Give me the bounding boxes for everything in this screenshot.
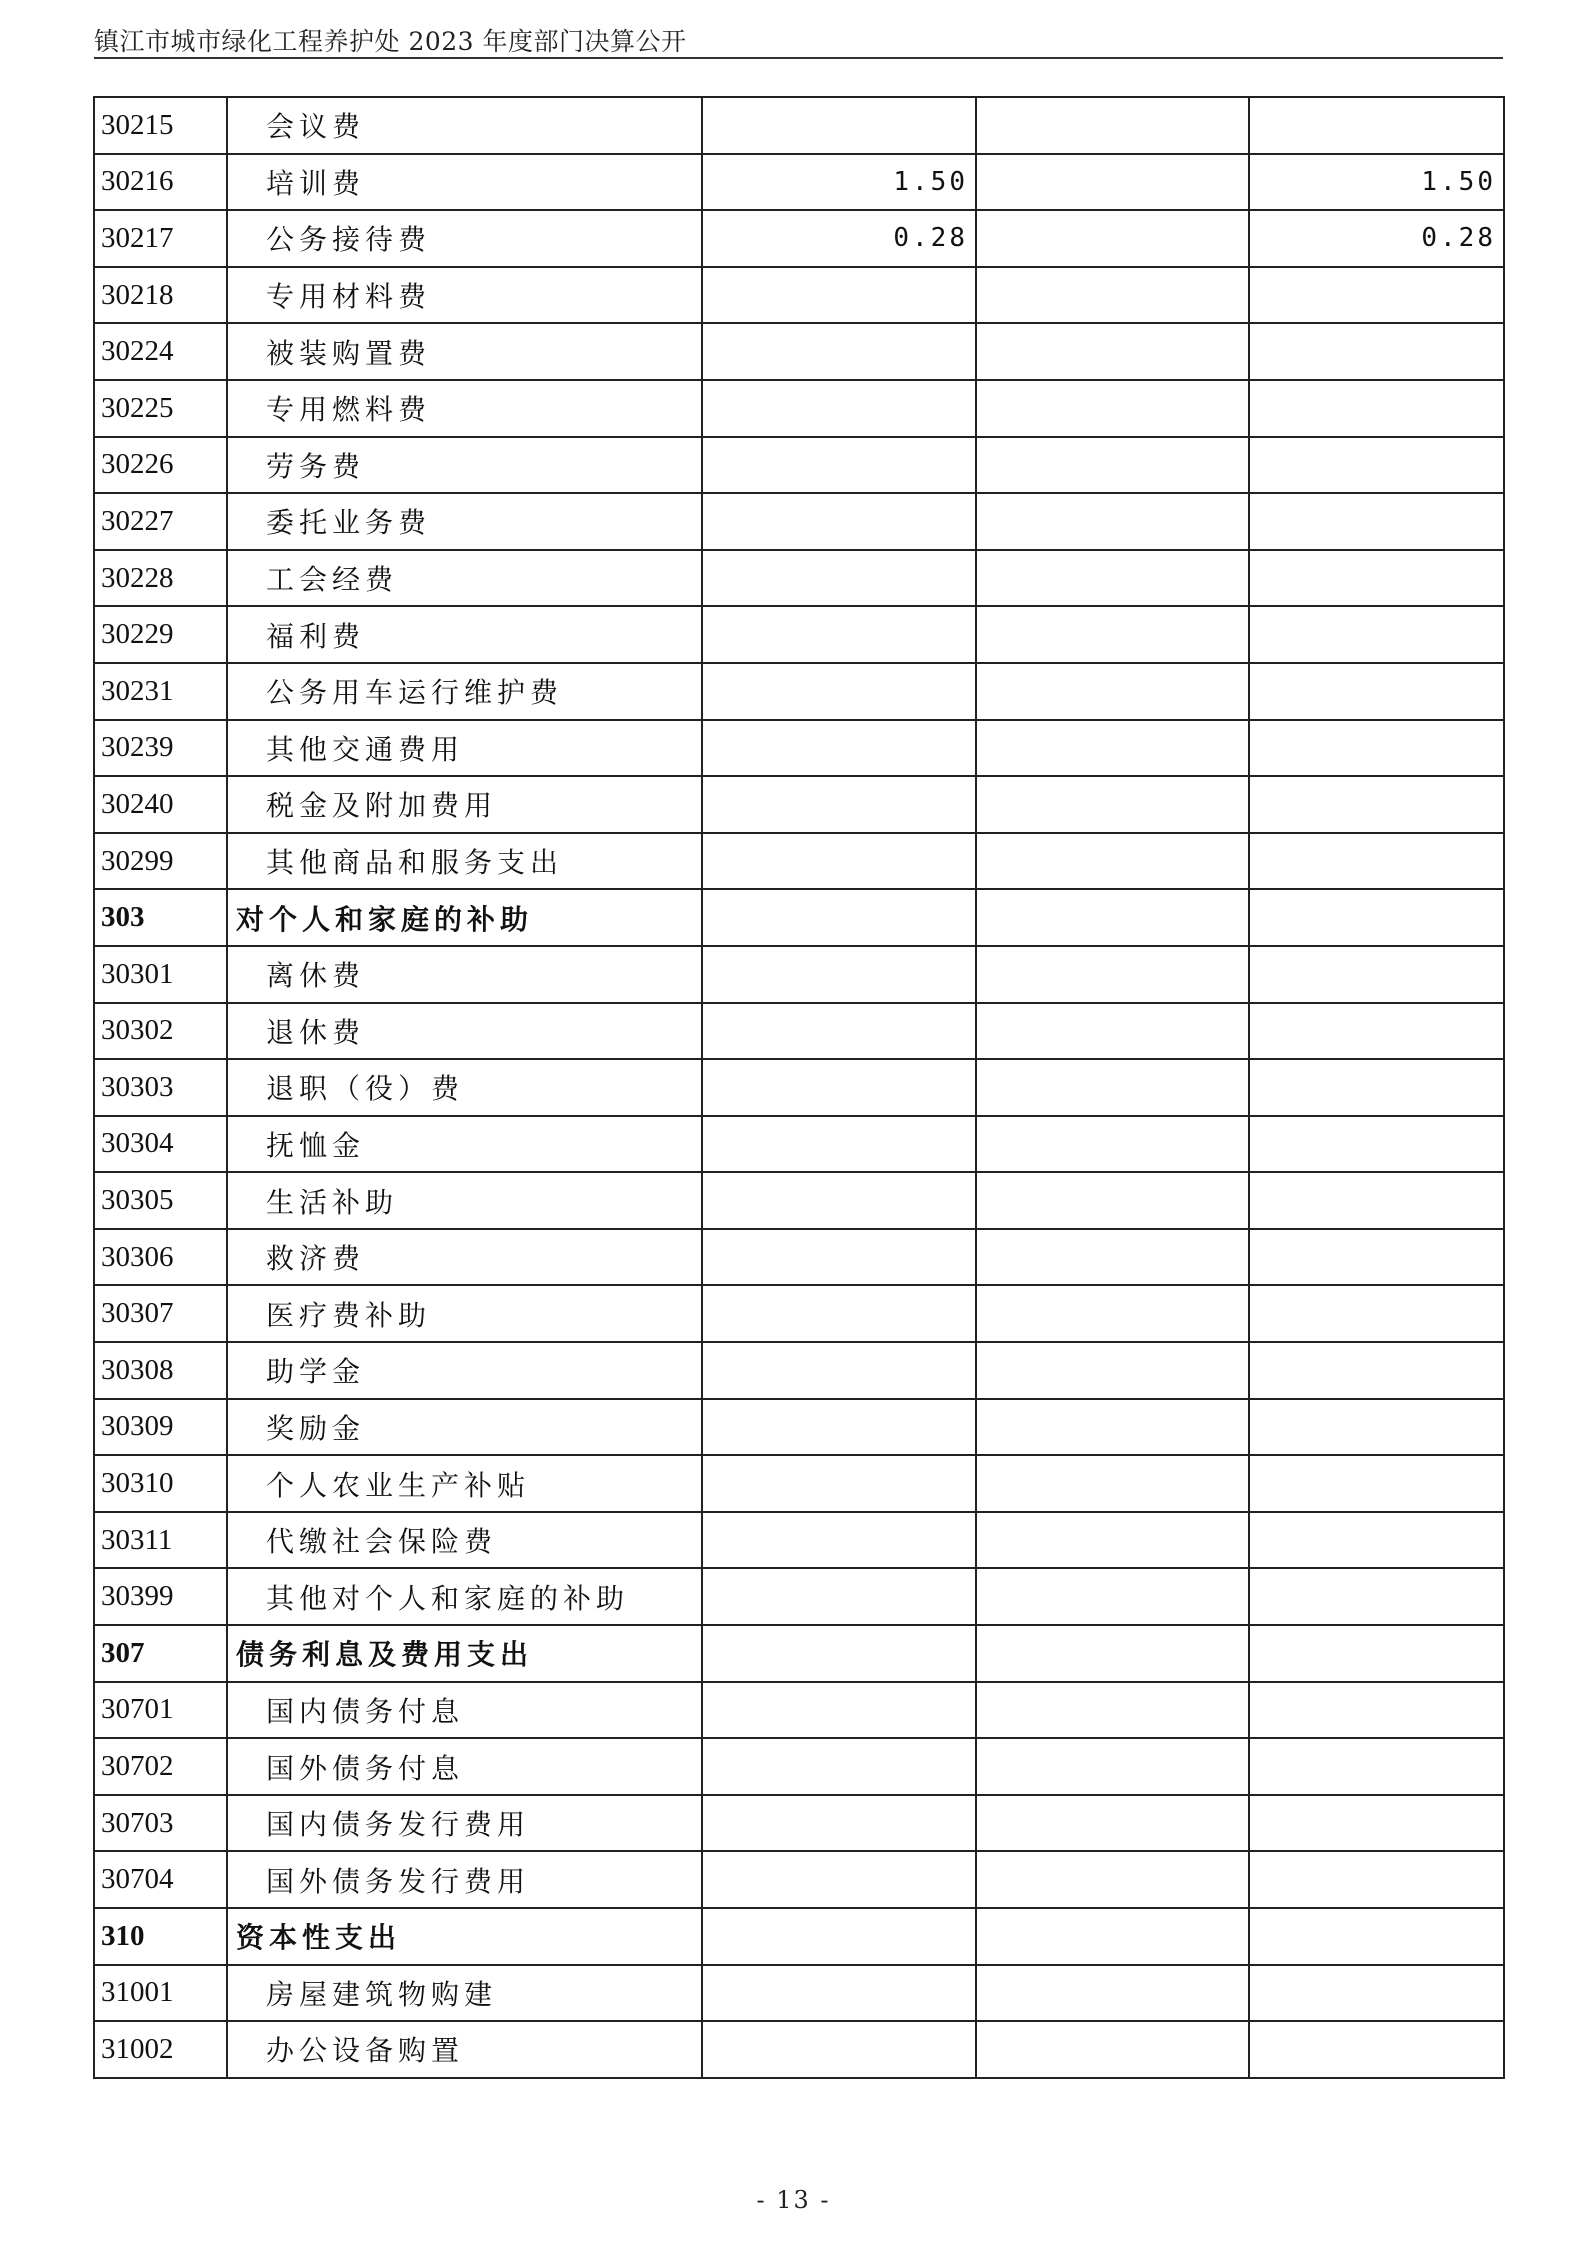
account-name-cell: 委托业务费: [227, 493, 702, 550]
amount-project-cell: [1249, 946, 1504, 1003]
table-row: [94, 1738, 1504, 1795]
table-body: [94, 97, 1504, 2078]
account-name-cell: 奖励金: [227, 1399, 702, 1456]
account-code-cell: 30399: [94, 1568, 227, 1625]
amount-total-cell: [702, 1568, 976, 1625]
account-code-cell: 30239: [94, 720, 227, 777]
amount-project-cell: [1249, 606, 1504, 663]
account-code-cell: 30704: [94, 1851, 227, 1908]
amount-total-cell: [702, 1342, 976, 1399]
amount-project-cell: [1249, 889, 1504, 946]
account-code-cell: 31002: [94, 2021, 227, 2078]
amount-basic-cell: [976, 1172, 1249, 1229]
amount-total-cell: [702, 1172, 976, 1229]
amount-basic-cell: [976, 1455, 1249, 1512]
account-name-cell: 被装购置费: [227, 323, 702, 380]
page-number: - 13 -: [756, 2186, 831, 2214]
amount-basic-cell: [976, 1625, 1249, 1682]
account-code-cell: 30224: [94, 323, 227, 380]
table-row: [94, 833, 1504, 890]
account-name-cell: 资本性支出: [227, 1908, 702, 1965]
account-name-cell: 退职（役）费: [227, 1059, 702, 1116]
amount-basic-cell: [976, 1285, 1249, 1342]
amount-basic-cell: [976, 663, 1249, 720]
account-code-cell: 30301: [94, 946, 227, 1003]
table-group-row: [94, 1625, 1504, 1682]
amount-project-cell: [1249, 1342, 1504, 1399]
account-name-cell: 公务接待费: [227, 210, 702, 267]
amount-basic-cell: [976, 1003, 1249, 1060]
amount-basic-cell: [976, 493, 1249, 550]
amount-basic-cell: [976, 1908, 1249, 1965]
amount-project-cell: [1249, 2021, 1504, 2078]
account-name-cell: 抚恤金: [227, 1116, 702, 1173]
account-code-cell: 30308: [94, 1342, 227, 1399]
account-name-cell: 国内债务付息: [227, 1682, 702, 1739]
account-code-cell: 30304: [94, 1116, 227, 1173]
account-name-cell: 代缴社会保险费: [227, 1512, 702, 1569]
amount-total-cell: [702, 1738, 976, 1795]
amount-total-cell: [702, 606, 976, 663]
amount-total-cell: [702, 776, 976, 833]
account-name-cell: 个人农业生产补贴: [227, 1455, 702, 1512]
account-code-cell: 30226: [94, 437, 227, 494]
table-row: [94, 2021, 1504, 2078]
table-row: [94, 1965, 1504, 2022]
amount-total-cell: [702, 720, 976, 777]
table-row: [94, 606, 1504, 663]
account-name-cell: 税金及附加费用: [227, 776, 702, 833]
amount-total-cell: [702, 1229, 976, 1286]
amount-total-cell: [702, 550, 976, 607]
amount-project-cell: [1249, 493, 1504, 550]
account-name-cell: 离休费: [227, 946, 702, 1003]
amount-total-cell: [702, 380, 976, 437]
account-code-cell: 30305: [94, 1172, 227, 1229]
amount-project-cell: 0.28: [1249, 210, 1504, 267]
expenditure-table: [93, 96, 1505, 2079]
account-code-cell: 30217: [94, 210, 227, 267]
account-name-cell: 国外债务付息: [227, 1738, 702, 1795]
account-code-cell: 30299: [94, 833, 227, 890]
amount-basic-cell: [976, 776, 1249, 833]
account-code-cell: 30303: [94, 1059, 227, 1116]
table-row: [94, 1795, 1504, 1852]
account-name-cell: 医疗费补助: [227, 1285, 702, 1342]
amount-basic-cell: [976, 1399, 1249, 1456]
account-code-cell: 30218: [94, 267, 227, 324]
amount-project-cell: [1249, 1682, 1504, 1739]
table-row: [94, 1003, 1504, 1060]
table-row: [94, 380, 1504, 437]
account-code-cell: 31001: [94, 1965, 227, 2022]
amount-basic-cell: [976, 1229, 1249, 1286]
amount-total-cell: [702, 1059, 976, 1116]
account-code-cell: 30225: [94, 380, 227, 437]
account-name-cell: 专用材料费: [227, 267, 702, 324]
amount-total-cell: [702, 1116, 976, 1173]
amount-project-cell: [1249, 720, 1504, 777]
table-row: [94, 1116, 1504, 1173]
amount-basic-cell: [976, 154, 1249, 211]
amount-project-cell: [1249, 776, 1504, 833]
document-header-title: 镇江市城市绿化工程养护处 2023 年度部门决算公开: [94, 27, 687, 56]
table-row: [94, 1342, 1504, 1399]
account-name-cell: 福利费: [227, 606, 702, 663]
account-code-cell: 30309: [94, 1399, 227, 1456]
amount-total-cell: [702, 1003, 976, 1060]
table-row: [94, 1059, 1504, 1116]
table-row: [94, 946, 1504, 1003]
account-code-cell: 30231: [94, 663, 227, 720]
amount-project-cell: [1249, 833, 1504, 890]
amount-project-cell: [1249, 1399, 1504, 1456]
account-name-cell: 办公设备购置: [227, 2021, 702, 2078]
table-row: [94, 437, 1504, 494]
amount-total-cell: [702, 1965, 976, 2022]
amount-total-cell: [702, 889, 976, 946]
account-code-cell: 30311: [94, 1512, 227, 1569]
amount-total-cell: [702, 1399, 976, 1456]
amount-project-cell: [1249, 1908, 1504, 1965]
account-code-cell: 30216: [94, 154, 227, 211]
amount-total-cell: [702, 1285, 976, 1342]
table-row: [94, 1229, 1504, 1286]
account-name-cell: 救济费: [227, 1229, 702, 1286]
amount-basic-cell: [976, 833, 1249, 890]
amount-total-cell: [702, 1455, 976, 1512]
amount-basic-cell: [976, 1059, 1249, 1116]
table-group-row: [94, 889, 1504, 946]
amount-basic-cell: [976, 437, 1249, 494]
table-row: [94, 776, 1504, 833]
amount-basic-cell: [976, 1512, 1249, 1569]
account-name-cell: 会议费: [227, 97, 702, 154]
account-name-cell: 公务用车运行维护费: [227, 663, 702, 720]
amount-project-cell: [1249, 1116, 1504, 1173]
amount-total-cell: 1.50: [702, 154, 976, 211]
account-code-cell: 30240: [94, 776, 227, 833]
table-row: [94, 1568, 1504, 1625]
table-row: [94, 267, 1504, 324]
account-code-cell: 30703: [94, 1795, 227, 1852]
amount-project-cell: [1249, 1229, 1504, 1286]
amount-total-cell: [702, 1795, 976, 1852]
amount-basic-cell: [976, 606, 1249, 663]
amount-project-cell: [1249, 1285, 1504, 1342]
account-code-cell: 310: [94, 1908, 227, 1965]
amount-project-cell: [1249, 380, 1504, 437]
amount-basic-cell: [976, 1738, 1249, 1795]
account-name-cell: 对个人和家庭的补助: [227, 889, 702, 946]
amount-project-cell: [1249, 1059, 1504, 1116]
account-code-cell: 30229: [94, 606, 227, 663]
header-divider: [94, 57, 1503, 59]
table-row: [94, 154, 1504, 211]
table-row: [94, 1455, 1504, 1512]
account-name-cell: 债务利息及费用支出: [227, 1625, 702, 1682]
amount-total-cell: [702, 2021, 976, 2078]
amount-basic-cell: [976, 946, 1249, 1003]
table-row: [94, 323, 1504, 380]
account-name-cell: 国内债务发行费用: [227, 1795, 702, 1852]
amount-total-cell: [702, 1625, 976, 1682]
amount-project-cell: [1249, 1795, 1504, 1852]
account-name-cell: 生活补助: [227, 1172, 702, 1229]
amount-project-cell: [1249, 323, 1504, 380]
amount-total-cell: [702, 323, 976, 380]
amount-total-cell: [702, 663, 976, 720]
amount-total-cell: [702, 1512, 976, 1569]
amount-total-cell: [702, 437, 976, 494]
amount-project-cell: [1249, 1568, 1504, 1625]
table-row: [94, 720, 1504, 777]
account-name-cell: 国外债务发行费用: [227, 1851, 702, 1908]
table-group-row: [94, 1908, 1504, 1965]
account-code-cell: 30701: [94, 1682, 227, 1739]
table-row: [94, 97, 1504, 154]
amount-total-cell: [702, 97, 976, 154]
account-name-cell: 其他交通费用: [227, 720, 702, 777]
account-name-cell: 其他对个人和家庭的补助: [227, 1568, 702, 1625]
account-code-cell: 30307: [94, 1285, 227, 1342]
account-name-cell: 劳务费: [227, 437, 702, 494]
amount-basic-cell: [976, 1851, 1249, 1908]
amount-total-cell: [702, 1908, 976, 1965]
amount-basic-cell: [976, 1116, 1249, 1173]
amount-basic-cell: [976, 210, 1249, 267]
account-name-cell: 退休费: [227, 1003, 702, 1060]
amount-basic-cell: [976, 1342, 1249, 1399]
table-row: [94, 550, 1504, 607]
account-name-cell: 房屋建筑物购建: [227, 1965, 702, 2022]
account-code-cell: 30702: [94, 1738, 227, 1795]
amount-basic-cell: [976, 1965, 1249, 2022]
amount-basic-cell: [976, 1682, 1249, 1739]
table-row: [94, 1285, 1504, 1342]
amount-project-cell: 1.50: [1249, 154, 1504, 211]
amount-basic-cell: [976, 720, 1249, 777]
account-code-cell: 30310: [94, 1455, 227, 1512]
amount-project-cell: [1249, 550, 1504, 607]
amount-basic-cell: [976, 380, 1249, 437]
amount-basic-cell: [976, 1568, 1249, 1625]
account-name-cell: 培训费: [227, 154, 702, 211]
amount-project-cell: [1249, 1512, 1504, 1569]
account-name-cell: 专用燃料费: [227, 380, 702, 437]
amount-total-cell: [702, 946, 976, 1003]
table-row: [94, 1851, 1504, 1908]
amount-basic-cell: [976, 323, 1249, 380]
amount-project-cell: [1249, 1172, 1504, 1229]
amount-basic-cell: [976, 889, 1249, 946]
amount-project-cell: [1249, 663, 1504, 720]
table-row: [94, 210, 1504, 267]
amount-total-cell: [702, 1682, 976, 1739]
amount-project-cell: [1249, 1625, 1504, 1682]
amount-total-cell: 0.28: [702, 210, 976, 267]
account-code-cell: 30228: [94, 550, 227, 607]
account-code-cell: 30227: [94, 493, 227, 550]
amount-project-cell: [1249, 1738, 1504, 1795]
account-code-cell: 307: [94, 1625, 227, 1682]
account-code-cell: 30215: [94, 97, 227, 154]
amount-total-cell: [702, 493, 976, 550]
amount-basic-cell: [976, 97, 1249, 154]
amount-basic-cell: [976, 550, 1249, 607]
account-name-cell: 其他商品和服务支出: [227, 833, 702, 890]
amount-basic-cell: [976, 267, 1249, 324]
account-name-cell: 助学金: [227, 1342, 702, 1399]
amount-basic-cell: [976, 1795, 1249, 1852]
amount-project-cell: [1249, 437, 1504, 494]
amount-project-cell: [1249, 1455, 1504, 1512]
amount-project-cell: [1249, 1851, 1504, 1908]
amount-project-cell: [1249, 1003, 1504, 1060]
amount-project-cell: [1249, 267, 1504, 324]
table-row: [94, 1172, 1504, 1229]
table-row: [94, 1512, 1504, 1569]
amount-total-cell: [702, 833, 976, 890]
amount-project-cell: [1249, 97, 1504, 154]
amount-total-cell: [702, 1851, 976, 1908]
amount-total-cell: [702, 267, 976, 324]
amount-basic-cell: [976, 2021, 1249, 2078]
table-row: [94, 1399, 1504, 1456]
table-row: [94, 1682, 1504, 1739]
account-code-cell: 30302: [94, 1003, 227, 1060]
account-code-cell: 303: [94, 889, 227, 946]
table-row: [94, 663, 1504, 720]
table-row: [94, 493, 1504, 550]
account-name-cell: 工会经费: [227, 550, 702, 607]
amount-project-cell: [1249, 1965, 1504, 2022]
account-code-cell: 30306: [94, 1229, 227, 1286]
